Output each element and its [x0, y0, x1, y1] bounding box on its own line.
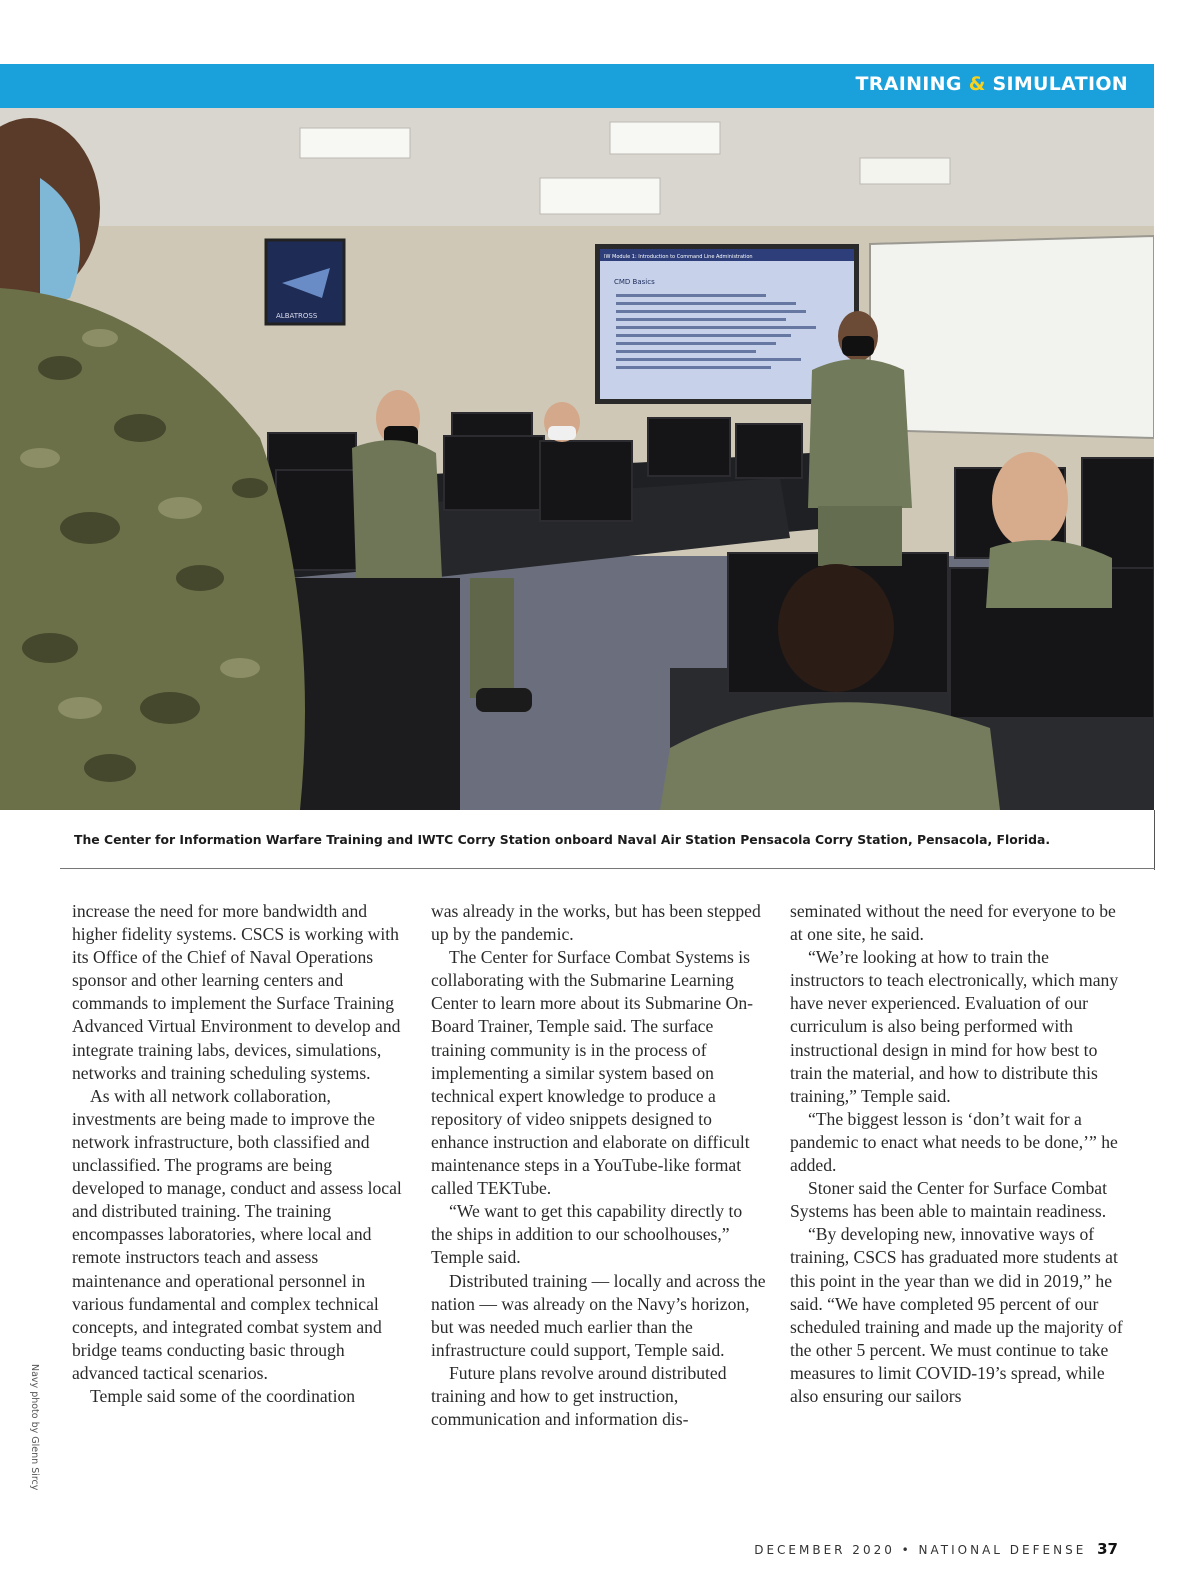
photo-credit: Navy photo by Glenn Sircy: [29, 1364, 40, 1491]
article-column-2: [431, 900, 767, 1431]
caption-vertical-rule: [1154, 810, 1155, 870]
paragraph: Temple said some of the coordination: [90, 1385, 356, 1406]
paragraph: The Center for Surface Combat Systems is collaborating with the Submarine Learning Center to learn more about its Submarine On-Board Trainer, Temple said. The surface training community is in the process of implementing a similar system based on technical expert knowledge to produce a repository of video snippets designed to enhance instruction and elaborate on difficult maintenance steps in a YouTube-like format called TEKTube.: [431, 947, 753, 1199]
section-title: [856, 73, 1128, 95]
paragraph: As with all network collaboration, investments are being made to improve the network infrastructure, both classified and unclassified. The programs are being developed to manage, conduct and assess local and distributed training. The training encompasses laboratories, where local and remote instructors teach and assess maintenance and operational personnel in various fundamental and complex technical concepts, and integrated combat system and bridge teams conducting basic through advanced tactical scenarios.: [72, 1085, 402, 1383]
paragraph: “We want to get this capability directly to the ships in addition to our schoolhouses,” Temple said.: [431, 1201, 743, 1268]
caption-divider: [60, 868, 1155, 869]
section-title-part2: SIMULATION: [992, 73, 1128, 95]
paragraph: “By developing new, innovative ways of training, CSCS has graduated more students at this point in the year than we did in 2019,” he said. “We have completed 95 percent of our scheduled training and made up the majority of the other 5 percent. We must continue to take measures to limit COVID-19’s spread, while also ensuring our sailors: [790, 1224, 1123, 1406]
page-number: 37: [1097, 1540, 1118, 1558]
classroom-photo-illustration: [0, 108, 1154, 810]
paragraph: “The biggest lesson is ‘don’t wait for a pandemic to enact what needs to be done,’” he added.: [790, 1108, 1118, 1176]
page-footer: [754, 1540, 1118, 1558]
poster-text: ALBATROSS: [276, 312, 318, 320]
section-banner: [0, 64, 1154, 108]
article-column-1: [72, 900, 408, 1408]
issue-line: DECEMBER 2020 • NATIONAL DEFENSE: [754, 1543, 1087, 1557]
section-title-ampersand: &: [968, 73, 986, 95]
article-column-3: [790, 900, 1126, 1408]
paragraph: was already in the works, but has been stepped up by the pandemic.: [431, 901, 761, 945]
paragraph: Distributed training — locally and across the nation — was already on the Navy’s horizon, but was needed much earlier than the infrastructure could support, Temple said.: [431, 1270, 766, 1360]
paragraph: Future plans revolve around distributed training and how to get instruction, communication and information dis-: [431, 1362, 727, 1430]
section-title-part1: TRAINING: [855, 73, 962, 95]
classroom-photo: [0, 108, 1154, 810]
screen-header-text: IW Module 1: Introduction to Command Line Administration: [604, 254, 753, 260]
paragraph: seminated without the need for everyone to be at one site, he said.: [790, 901, 1116, 945]
paragraph: Stoner said the Center for Surface Combat Systems has been able to maintain readiness.: [790, 1178, 1108, 1222]
whiteboard: [870, 236, 1154, 438]
paragraph: “We’re looking at how to train the instructors to teach electronically, which many have never experienced. Evaluation of our curriculum is also being performed with instructional design in mind for how best to train the material, and how to distribute this training,” Temple said.: [790, 947, 1119, 1106]
paragraph: increase the need for more bandwidth and higher fidelity systems. CSCS is working with its Office of the Chief of Naval Operations sponsor and other learning centers and commands to implement the Surface Training Advanced Virtual Environment to develop and integrate training labs, devices, simulations, networks and training scheduling systems.: [72, 901, 401, 1083]
photo-caption: The Center for Information Warfare Training and IWTC Corry Station onboard Naval Air Station Pensacola Corry Station, Pensacola, Florida.: [74, 832, 1051, 847]
screen-title-text: CMD Basics: [614, 278, 655, 286]
